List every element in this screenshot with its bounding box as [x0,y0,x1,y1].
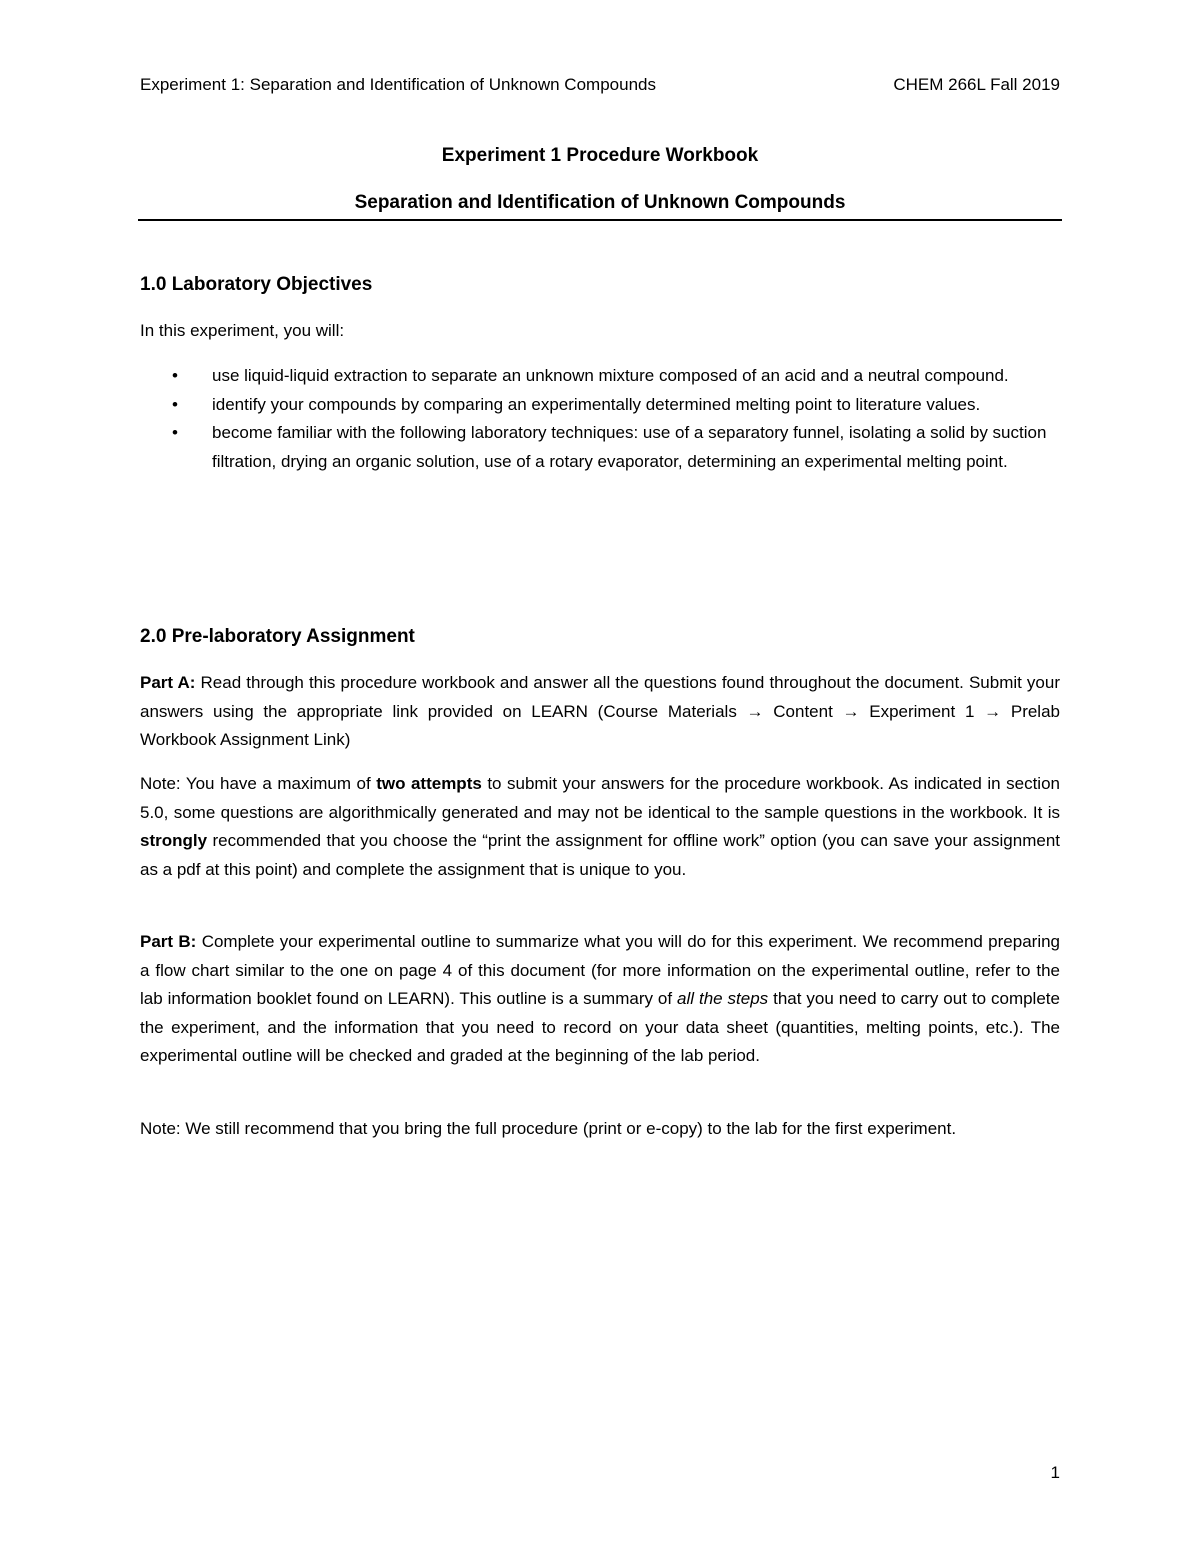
objectives-list [140,362,1060,476]
header-experiment-title: Experiment 1: Separation and Identification of Unknown Compounds [140,75,656,94]
objective-text: use liquid-liquid extraction to separate an unknown mixture composed of an acid and a neutral compound. [212,366,1009,385]
part-b-text: that you need to carry out to complete the experiment, and the information that you need to record on your data sheet (quantities, melting points, etc.). The experimental outline will be checked and graded at the beginning of the lab period. [140,989,1060,1065]
document-subtitle: Separation and Identification of Unknown Compounds [354,192,846,213]
note-text: to submit your answers for the procedure workbook. As indicated in section 5.0, some questions are algorithmically generated and may not be identical to the sample questions in the workbook. It is [140,774,1060,822]
section-heading-prelab: 2.0 Pre-laboratory Assignment [140,626,415,647]
emphasis-all-the-steps: all the steps [677,989,769,1008]
list-item [140,362,1060,391]
emphasis-two-attempts: two attempts [376,774,482,793]
title-divider [138,219,1062,221]
part-b-label: Part B: [140,932,197,951]
note-text: recommended that you choose the “print the assignment for offline work” option (you can save your assignment as a pdf at this point) and complete the assignment that is unique to you. [140,831,1060,879]
bullet-icon: • [172,394,178,414]
bullet-icon: • [172,423,178,442]
page-number: 1 [1050,1463,1060,1482]
part-a-text: Read through this procedure workbook and answer all the questions found throughout the document. Submit your answers using the appropriate link provided on LEARN (Course Materials → Content → Experiment 1 → Prelab Workbook Assignment Link) [140,673,1060,749]
part-a-paragraph [140,669,1060,755]
note-attempts-paragraph [140,770,1060,884]
list-item [140,391,1060,420]
section-heading-objectives: 1.0 Laboratory Objectives [140,274,373,295]
objectives-intro: In this experiment, you will: [140,321,345,340]
document-title: Experiment 1 Procedure Workbook [441,145,759,166]
bullet-icon: • [172,366,178,385]
list-item [140,419,1060,476]
header-course-term: CHEM 266L Fall 2019 [893,75,1060,94]
emphasis-strongly: strongly [140,831,208,850]
part-b-paragraph [140,928,1060,1071]
note-procedure-paragraph: Note: We still recommend that you bring the full procedure (print or e-copy) to the lab for the first experiment. [140,1119,957,1138]
objective-text: become familiar with the following laboratory techniques: use of a separatory funnel, isolating a solid by suction filtration, drying an organic solution, use of a rotary evaporator, determining an experimental melting point. [212,423,1047,471]
running-header [140,72,1060,98]
part-b-text: Complete your experimental outline to summarize what you will do for this experiment. We recommend preparing a flow chart similar to the one on page 4 of this document (for more information on the experimental outline, refer to the lab information booklet found on LEARN). This outline is a summary of [140,932,1061,1008]
part-a-label: Part A: [140,673,196,692]
note-text: Note: You have a maximum of [140,774,377,793]
objective-text: identify your compounds by comparing an experimentally determined melting point to literature values. [212,394,981,414]
